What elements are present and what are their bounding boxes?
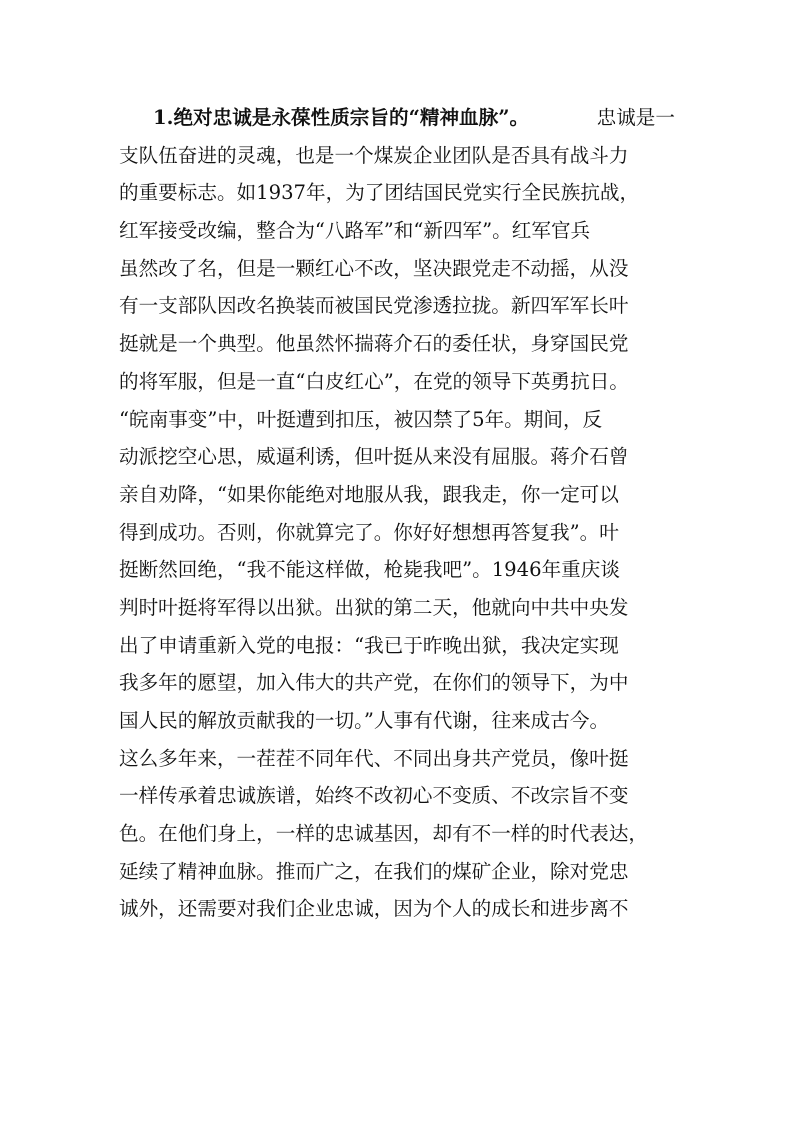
paragraph-line: “皖南事变”中，叶挺遭到扣压，被囚禁了5年。期间，反: [119, 407, 603, 431]
paragraph-heading: 1.绝对忠诚是永葆性质宗旨的“精神血脉”。: [153, 106, 530, 129]
paragraph-line: 一样传承着忠诚族谱，始终不改初心不变质、不改宗旨不变: [119, 784, 629, 808]
paragraph-line: 得到成功。否则，你就算完了。你好好想想再答复我”。叶: [119, 520, 619, 544]
paragraph-line: 延续了精神血脉。推而广之，在我们的煤矿企业，除对党忠: [119, 859, 629, 883]
paragraph-line: 这么多年来，一茬茬不同年代、不同出身共产党员，像叶挺: [119, 746, 629, 770]
paragraph-first-line-text: 忠诚是一: [596, 106, 675, 129]
document-page: [119, 99, 675, 928]
paragraph-line: 判时叶挺将军得以出狱。出狱的第二天，他就向中共中央发: [119, 595, 629, 619]
paragraph-line: 出了申请重新入党的电报：“我已于昨晚出狱，我决定实现: [119, 633, 619, 657]
paragraph-line: 亲自劝降，“如果你能绝对地服从我，跟我走，你一定可以: [119, 482, 619, 506]
paragraph-line: 我多年的愿望，加入伟大的共产党，在你们的领导下，为中: [119, 671, 629, 695]
paragraph-first-line: [119, 99, 675, 137]
paragraph-line: 的重要标志。如1937年，为了团结国民党实行全民族抗战，: [119, 181, 640, 205]
paragraph-line: 诚外，还需要对我们企业忠诚，因为个人的成长和进步离不: [119, 897, 629, 921]
paragraph-line: 挺就是一个典型。他虽然怀揣蒋介石的委任状，身穿国民党: [119, 332, 629, 356]
paragraph-line: 挺断然回绝，“我不能这样做，枪毙我吧”。1946年重庆谈: [119, 558, 620, 582]
paragraph-line: 的将军服，但是一直“白皮红心”，在党的领导下英勇抗日。: [119, 369, 629, 393]
paragraph-line: 支队伍奋进的灵魂，也是一个煤炭企业团队是否具有战斗力: [119, 143, 629, 167]
paragraph-line: 色。在他们身上，一样的忠诚基因，却有不一样的时代表达，: [119, 822, 649, 846]
paragraph-line: 动派挖空心思，威逼利诱，但叶挺从来没有屈服。蒋介石曾: [119, 445, 629, 469]
paragraph-line: 红军接受改编，整合为“八路军”和“新四军”。红军官兵: [119, 219, 591, 243]
paragraph-line: 有一支部队因改名换装而被国民党渗透拉拢。新四军军长叶: [119, 294, 629, 318]
paragraph-line: 国人民的解放贡献我的一切。”人事有代谢，往来成古今。: [119, 709, 610, 732]
paragraph-line: 虽然改了名，但是一颗红心不改，坚决跟党走不动摇，从没: [119, 256, 629, 280]
